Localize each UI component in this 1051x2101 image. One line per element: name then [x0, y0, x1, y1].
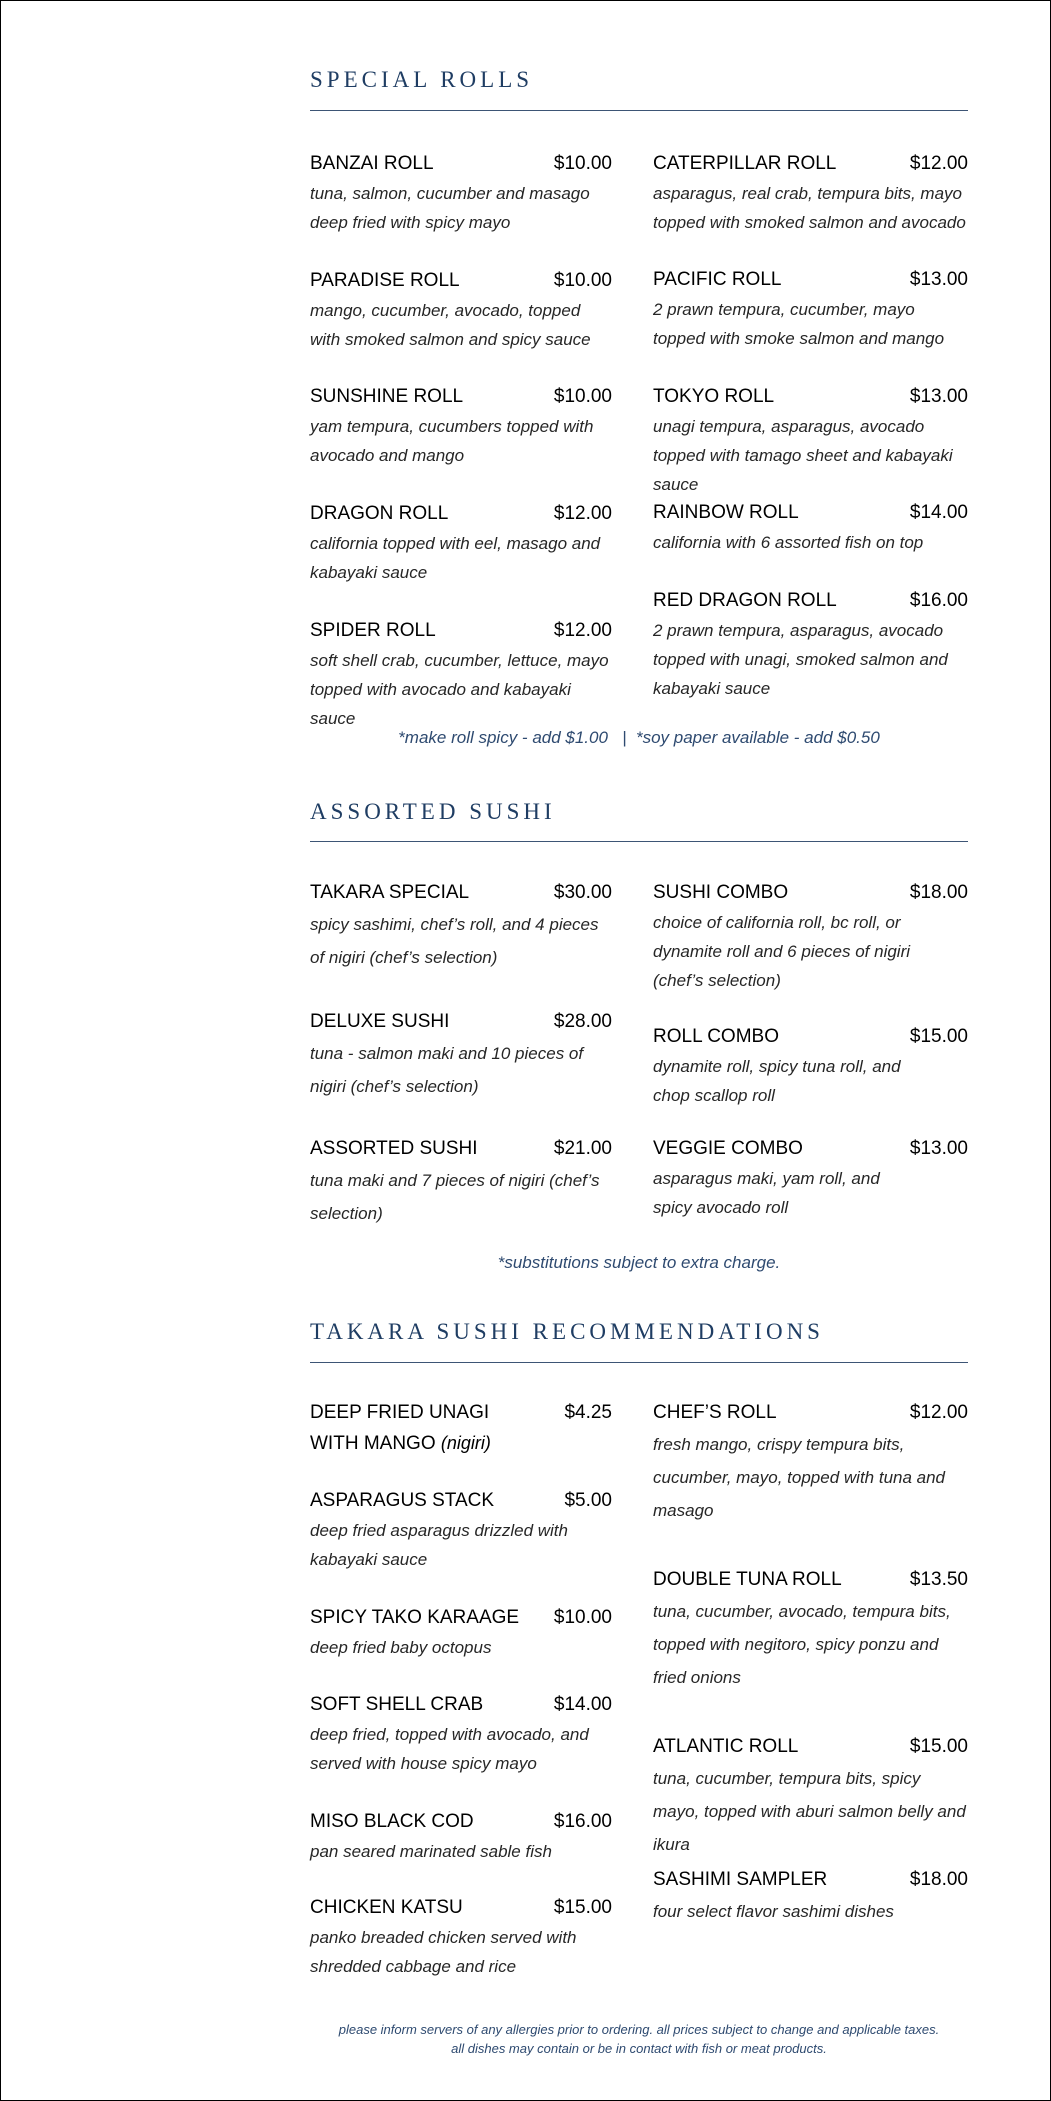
menu-item — [653, 1134, 968, 1222]
item-price: $12.00 — [553, 620, 612, 641]
item-price: $30.00 — [553, 882, 612, 903]
note-text: *make roll spicy - add $1.00 | *soy paper available - add $0.50 — [398, 728, 880, 747]
section-divider — [310, 110, 968, 111]
item-name: PARADISE ROLL — [310, 270, 460, 291]
item-description: soft shell crab, cucumber, lettuce, mayo topped with avocado and kabayaki sauce — [310, 651, 609, 728]
item-name: ROLL COMBO — [653, 1026, 779, 1047]
item-price: $14.00 — [909, 502, 968, 523]
menu-item — [310, 1893, 612, 1981]
menu-item — [310, 616, 612, 733]
menu-item — [653, 1022, 968, 1110]
section-title-assorted-sushi: ASSORTED SUSHI — [310, 799, 556, 824]
menu-item — [653, 878, 968, 995]
item-name: BANZAI ROLL — [310, 153, 434, 174]
item-description: 2 prawn tempura, asparagus, avocado topped with unagi, smoked salmon and kabayaki sauce — [653, 621, 948, 698]
item-description: dynamite roll, spicy tuna roll, and chop scallop roll — [653, 1057, 901, 1105]
item-description: california with 6 assorted fish on top — [653, 533, 924, 552]
item-name: MISO BLACK COD — [310, 1811, 474, 1832]
section-divider — [310, 1362, 968, 1363]
item-description: asparagus, real crab, tempura bits, mayo topped with smoked salmon and avocado — [653, 184, 966, 232]
item-qualifier: (nigiri) — [440, 1433, 491, 1453]
item-price: $10.00 — [553, 386, 612, 407]
item-description: asparagus maki, yam roll, and spicy avocado roll — [653, 1169, 880, 1217]
item-price: $13.00 — [909, 386, 968, 407]
item-price: $16.00 — [553, 1811, 612, 1832]
item-name: TAKARA SPECIAL — [310, 882, 470, 903]
item-price: $14.00 — [553, 1694, 612, 1715]
section-title-recommendations: TAKARA SUSHI RECOMMENDATIONS — [310, 1319, 824, 1344]
section-divider — [310, 841, 968, 842]
item-price: $10.00 — [553, 1607, 612, 1628]
menu-item — [310, 382, 612, 470]
item-description: deep fried baby octopus — [310, 1638, 492, 1657]
menu-item — [310, 1398, 612, 1459]
menu-item — [653, 1565, 968, 1694]
item-description: unagi tempura, asparagus, avocado topped with tamago sheet and kabayaki sauce — [653, 417, 953, 494]
menu-item — [653, 498, 968, 557]
menu-item — [653, 1865, 968, 1928]
item-name: SPICY TAKO KARAAGE — [310, 1607, 520, 1628]
item-name: CHEF’S ROLL — [653, 1402, 777, 1423]
item-description: tuna, cucumber, tempura bits, spicy mayo, topped with aburi salmon belly and ikura — [653, 1769, 966, 1854]
menu-item — [310, 1486, 612, 1574]
item-price: $15.00 — [909, 1026, 968, 1047]
item-description: choice of california roll, bc roll, or dynamite roll and 6 pieces of nigiri (chef’s selection) — [653, 913, 911, 990]
menu-item — [653, 586, 968, 703]
menu-item — [653, 265, 968, 353]
footer-disclaimer — [310, 2020, 968, 2058]
menu-item — [310, 499, 612, 587]
item-name: SUNSHINE ROLL — [310, 386, 464, 407]
footer-line: please inform servers of any allergies prior to ordering. all prices subject to change and applicable taxes. — [338, 2022, 940, 2037]
item-description: 2 prawn tempura, cucumber, mayo topped with smoke salmon and mango — [653, 300, 945, 348]
item-name: DRAGON ROLL — [310, 503, 449, 524]
assorted-sushi-note: *substitutions subject to extra charge. — [497, 1253, 781, 1272]
item-description: four select flavor sashimi dishes — [653, 1902, 894, 1921]
menu-item — [653, 382, 968, 499]
item-description: fresh mango, crispy tempura bits, cucumber, mayo, topped with tuna and masago — [653, 1435, 946, 1520]
item-price: $10.00 — [553, 153, 612, 174]
item-price: $13.50 — [909, 1569, 968, 1590]
item-description: deep fried asparagus drizzled with kabayaki sauce — [310, 1521, 568, 1569]
item-description: california topped with eel, masago and kabayaki sauce — [310, 534, 601, 582]
item-price: $16.00 — [909, 590, 968, 611]
item-name: SASHIMI SAMPLER — [653, 1869, 828, 1890]
menu-item — [310, 266, 612, 354]
menu-item — [310, 149, 612, 237]
item-name: RED DRAGON ROLL — [653, 590, 837, 611]
item-price: $13.00 — [909, 269, 968, 290]
menu-item — [310, 1807, 612, 1866]
item-name: VEGGIE COMBO — [653, 1138, 803, 1159]
item-description: tuna - salmon maki and 10 pieces of nigiri (chef’s selection) — [310, 1044, 584, 1096]
menu-item — [653, 1732, 968, 1861]
item-price: $4.25 — [564, 1402, 612, 1423]
menu-item — [310, 1007, 612, 1103]
item-description: panko breaded chicken served with shredded cabbage and rice — [310, 1928, 577, 1976]
item-description: tuna, cucumber, avocado, tempura bits, topped with negitoro, spicy ponzu and fried onions — [653, 1602, 951, 1687]
item-name: CHICKEN KATSU — [310, 1897, 463, 1918]
item-name: ASPARAGUS STACK — [310, 1490, 495, 1511]
menu-item — [310, 1134, 612, 1230]
item-price: $12.00 — [909, 153, 968, 174]
item-name: PACIFIC ROLL — [653, 269, 782, 290]
item-price: $10.00 — [553, 270, 612, 291]
section-title-special-rolls: SPECIAL ROLLS — [310, 67, 534, 92]
special-rolls-note — [310, 728, 968, 748]
item-name: DELUXE SUSHI — [310, 1011, 450, 1032]
item-price: $5.00 — [564, 1490, 612, 1511]
item-price: $21.00 — [553, 1138, 612, 1159]
item-description: pan seared marinated sable fish — [310, 1842, 552, 1861]
footer-line: all dishes may contain or be in contact with fish or meat products. — [451, 2041, 827, 2056]
item-price: $18.00 — [909, 882, 968, 903]
item-name: CATERPILLAR ROLL — [653, 153, 837, 174]
item-description: tuna, salmon, cucumber and masago deep fried with spicy mayo — [310, 184, 590, 232]
item-price: $15.00 — [909, 1736, 968, 1757]
item-description: tuna maki and 7 pieces of nigiri (chef’s selection) — [310, 1171, 600, 1223]
menu-item — [310, 878, 612, 974]
item-price: $13.00 — [909, 1138, 968, 1159]
menu-item — [310, 1603, 612, 1662]
item-price: $28.00 — [553, 1011, 612, 1032]
item-description: spicy sashimi, chef’s roll, and 4 pieces of nigiri (chef’s selection) — [310, 915, 599, 967]
item-description: yam tempura, cucumbers topped with avocado and mango — [310, 417, 594, 465]
item-price: $12.00 — [553, 503, 612, 524]
item-name: SOFT SHELL CRAB — [310, 1694, 484, 1715]
item-name-text: DEEP FRIED UNAGI WITH MANGO — [310, 1402, 490, 1454]
menu-item — [653, 149, 968, 237]
item-name: ASSORTED SUSHI — [310, 1138, 478, 1159]
item-name: SPIDER ROLL — [310, 620, 436, 641]
menu-item — [310, 1690, 612, 1778]
item-name: SUSHI COMBO — [653, 882, 789, 903]
item-price: $12.00 — [909, 1402, 968, 1423]
item-name: TOKYO ROLL — [653, 386, 775, 407]
item-price: $15.00 — [553, 1897, 612, 1918]
menu-item — [653, 1398, 968, 1527]
item-name: RAINBOW ROLL — [653, 502, 799, 523]
item-name: ATLANTIC ROLL — [653, 1736, 799, 1757]
item-description: deep fried, topped with avocado, and served with house spicy mayo — [310, 1725, 589, 1773]
item-price: $18.00 — [909, 1869, 968, 1890]
item-name: DOUBLE TUNA ROLL — [653, 1569, 842, 1590]
item-description: mango, cucumber, avocado, topped with smoked salmon and spicy sauce — [310, 301, 591, 349]
